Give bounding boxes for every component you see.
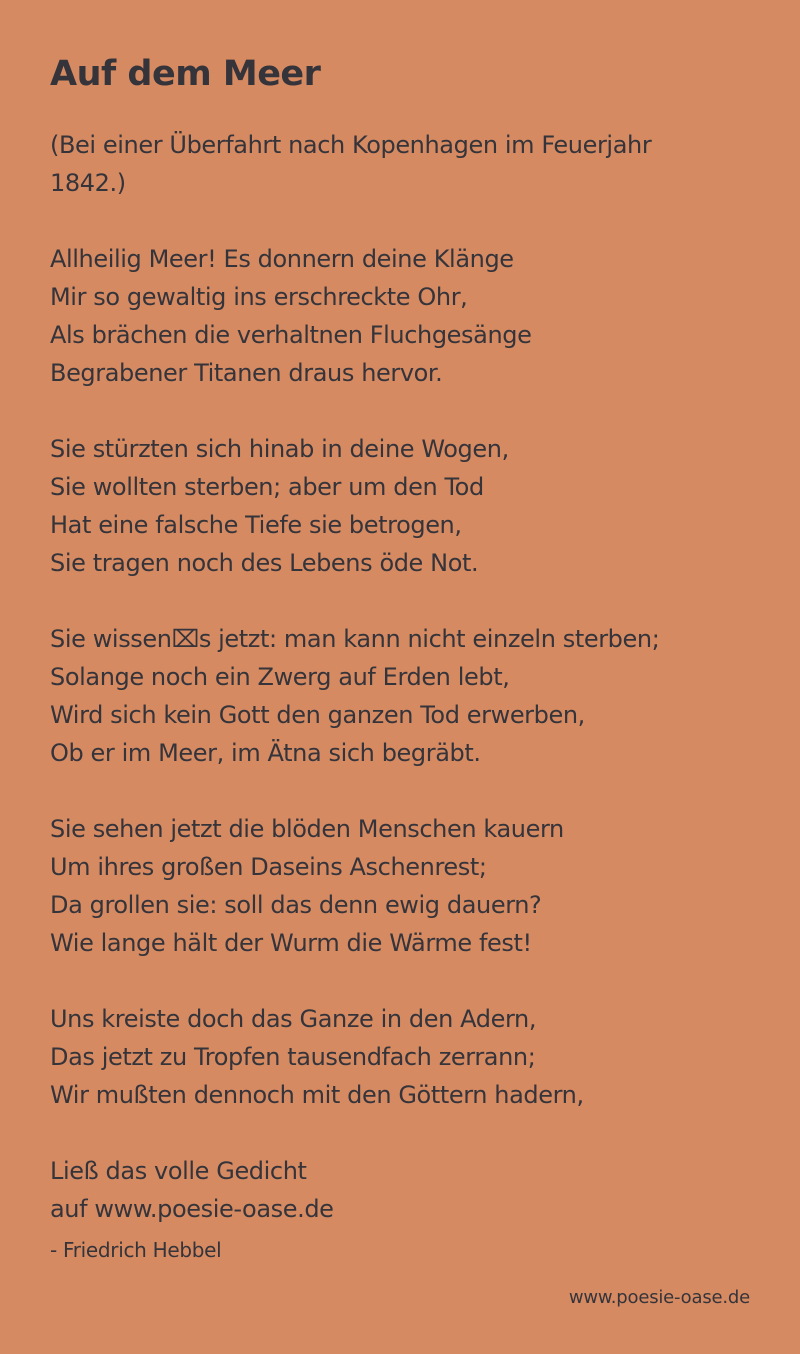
author: - Friedrich Hebbel <box>50 1238 222 1262</box>
verse-line: Mir so gewaltig ins erschreckte Ohr, <box>50 283 468 311</box>
read-more-line: Ließ das volle Gedicht <box>50 1157 307 1185</box>
stanza-1 <box>50 240 659 392</box>
verse-line: Ob er im Meer, im Ätna sich begräbt. <box>50 739 481 767</box>
verse-line: Sie stürzten sich hinab in deine Wogen, <box>50 435 509 463</box>
poem-title: Auf dem Meer <box>50 54 321 94</box>
stanza-4 <box>50 810 659 962</box>
verse-line: Da grollen sie: soll das denn ewig dauern? <box>50 891 542 919</box>
verse-line: Hat eine falsche Tiefe sie betrogen, <box>50 511 462 539</box>
verse-line: Allheilig Meer! Es donnern deine Klänge <box>50 245 514 273</box>
read-more-link[interactable]: auf www.poesie-oase.de <box>50 1195 334 1223</box>
read-more-note <box>50 1152 659 1228</box>
verse-line: Sie wissen⌧s jetzt: man kann nicht einzeln sterben; <box>50 625 660 653</box>
verse-line: Wie lange hält der Wurm die Wärme fest! <box>50 929 532 957</box>
verse-line: Sie tragen noch des Lebens öde Not. <box>50 549 479 577</box>
verse-line: Begrabener Titanen draus hervor. <box>50 359 443 387</box>
verse-line: Sie wollten sterben; aber um den Tod <box>50 473 484 501</box>
footer-website-link[interactable]: www.poesie-oase.de <box>568 1287 750 1308</box>
verse-line: Wird sich kein Gott den ganzen Tod erwerben, <box>50 701 585 729</box>
verse-line: Um ihres großen Daseins Aschenrest; <box>50 853 487 881</box>
verse-line: Uns kreiste doch das Ganze in den Adern, <box>50 1005 537 1033</box>
subtitle <box>50 126 659 202</box>
stanza-5 <box>50 1000 659 1114</box>
subtitle-line: 1842.) <box>50 169 126 197</box>
poem-body <box>50 126 659 1266</box>
verse-line: Als brächen die verhaltnen Fluchgesänge <box>50 321 532 349</box>
subtitle-line: (Bei einer Überfahrt nach Kopenhagen im Feuerjahr <box>50 131 652 159</box>
stanza-2 <box>50 430 659 582</box>
verse-line: Das jetzt zu Tropfen tausendfach zerrann; <box>50 1043 536 1071</box>
stanza-3 <box>50 620 659 772</box>
verse-line: Solange noch ein Zwerg auf Erden lebt, <box>50 663 510 691</box>
verse-line: Wir mußten dennoch mit den Göttern hadern, <box>50 1081 584 1109</box>
verse-line: Sie sehen jetzt die blöden Menschen kauern <box>50 815 564 843</box>
